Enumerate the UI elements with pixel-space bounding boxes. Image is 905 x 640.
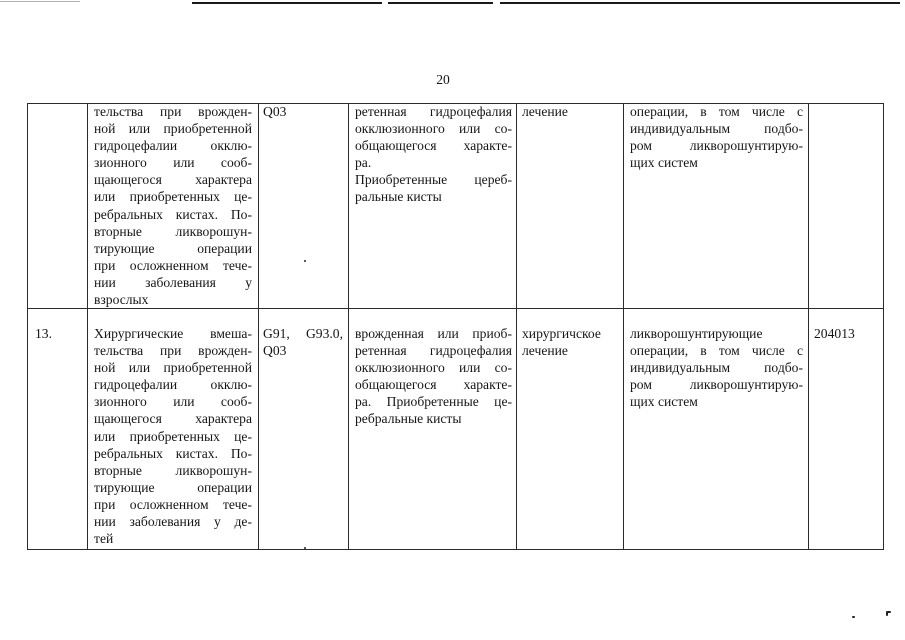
page-number: 20 <box>436 72 450 87</box>
scan-speck <box>887 611 891 613</box>
table-column-divider <box>258 103 259 550</box>
cell-line: зионного или сооб- <box>94 394 252 410</box>
cell-line: Хирургические вмеша- <box>94 326 252 341</box>
cell-line: общающегося характе- <box>355 377 512 393</box>
cell-line: ребральных кистах. По- <box>94 445 252 461</box>
scan-speck <box>304 260 306 262</box>
scan-speck <box>852 616 855 618</box>
icd-codes-cell <box>263 103 343 120</box>
cell-line: тирующие операции <box>94 240 252 256</box>
cell-line: G91, G93.0, <box>263 326 343 341</box>
cell-line: ра. <box>355 155 372 171</box>
cell-line: ретенная гидроцефалия <box>355 104 512 119</box>
cell-line: лечение <box>522 104 568 119</box>
cell-line: вторные ликворошун- <box>94 223 252 239</box>
cell-line: ребральных кистах. По- <box>94 206 252 222</box>
table-column-divider <box>516 103 517 550</box>
cell-line: гидроцефалии окклю- <box>94 138 252 154</box>
cell-line: при осложненном тече- <box>94 257 252 273</box>
table-column-divider <box>87 103 88 550</box>
cell-line: ральные кисты <box>355 189 442 205</box>
cell-line: ребральные кисты <box>355 411 462 427</box>
cell-line: хирургичское <box>522 326 601 341</box>
cell-line: гидроцефалии окклю- <box>94 377 252 393</box>
cell-line: ром ликворошунтирую- <box>630 138 803 154</box>
price-cell: 204013 <box>814 326 855 341</box>
cell-line: операции, в том числе с <box>630 343 803 359</box>
cell-line: взрослых <box>94 292 149 308</box>
header-rule <box>192 2 382 4</box>
header-rule <box>0 1 80 2</box>
table-column-divider <box>348 103 349 550</box>
cell-line: окклюзионного или со- <box>355 360 512 376</box>
cell-line: щающегося характера <box>94 411 252 427</box>
cell-line: Приобретенные цереб- <box>355 172 512 188</box>
cell-line: тей <box>94 531 114 547</box>
cell-line: Q03 <box>263 104 287 119</box>
cell-line: врожденная или приоб- <box>355 326 512 341</box>
cell-line: тирующие операции <box>94 479 252 495</box>
table-column-divider <box>883 103 884 550</box>
header-rule <box>500 2 900 4</box>
cell-line: ра. Приобретенные це- <box>355 394 512 410</box>
cell-line: или приобретенных це- <box>94 428 252 444</box>
scan-speck <box>304 547 306 549</box>
table-column-divider <box>623 103 624 550</box>
cell-line: ной или приобретенной <box>94 360 252 376</box>
cell-line: щих систем <box>630 155 698 171</box>
cell-line: ром ликворошунтирую- <box>630 377 803 393</box>
disease-model-cell <box>355 103 512 206</box>
cell-line: лечение <box>522 343 568 359</box>
header-rule <box>388 2 493 4</box>
cell-line: или приобретенных це- <box>94 189 252 205</box>
cell-line: операции, в том числе с <box>630 104 803 119</box>
table-column-divider <box>808 103 809 550</box>
cell-line: щих систем <box>630 394 698 410</box>
cell-line: ной или приобретенной <box>94 121 252 137</box>
cell-line: щающегося характера <box>94 172 252 188</box>
treatment-type-cell <box>522 325 618 359</box>
cell-line: окклюзионного или со- <box>355 121 512 137</box>
cell-line: зионного или сооб- <box>94 155 252 171</box>
table-column-divider <box>27 103 28 550</box>
treatment-type-cell <box>522 103 618 120</box>
table-row-divider <box>27 308 884 309</box>
treatment-method-cell <box>630 103 803 171</box>
row-number-cell: 13. <box>35 326 52 341</box>
intervention-name-cell <box>94 103 252 308</box>
cell-line: Q03 <box>263 343 287 359</box>
cell-line: при осложненном тече- <box>94 496 252 512</box>
cell-line: ретенная гидроцефалия <box>355 343 512 359</box>
treatment-method-cell <box>630 325 803 410</box>
cell-line: общающегося характе- <box>355 138 512 154</box>
table-border-bottom <box>27 549 884 550</box>
intervention-name-cell <box>94 325 252 547</box>
cell-line: индивидуальным подбо- <box>630 360 803 376</box>
cell-line: нии заболевания у де- <box>94 514 252 530</box>
cell-line: индивидуальным подбо- <box>630 121 803 137</box>
icd-codes-cell <box>263 325 343 359</box>
cell-line: тельства при врожден- <box>94 343 252 359</box>
disease-model-cell <box>355 325 512 428</box>
cell-line: вторные ликворошун- <box>94 462 252 478</box>
cell-line: тельства при врожден- <box>94 104 252 119</box>
cell-line: ликворошунтирующие <box>630 326 763 341</box>
cell-line: нии заболевания у <box>94 274 252 290</box>
